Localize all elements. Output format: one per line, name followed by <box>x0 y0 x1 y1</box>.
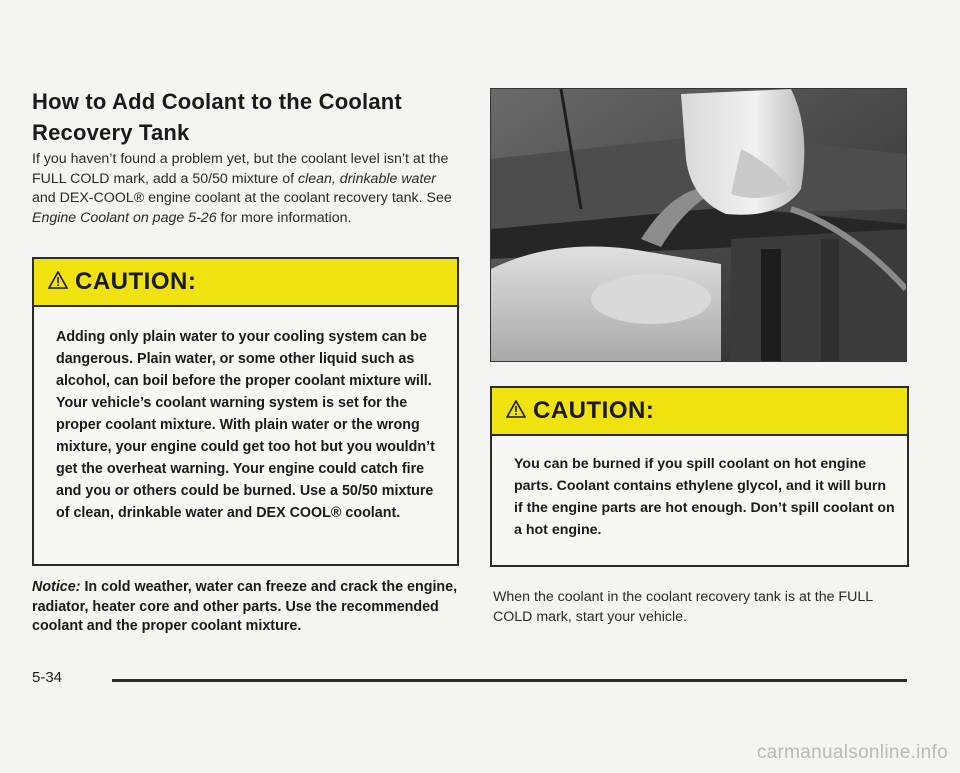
caution-label: CAUTION: <box>533 397 655 424</box>
caution-text: Adding only plain water to your cooling system can be dangerous. Plain water, or some other liquid such as alcohol, can boil before the proper coolant mixture will. Your vehicle’s coolant warning system is set for the proper coolant mixture. With plain water or the wrong mixture, your engine could get too hot but you wouldn’t get the overheat warning. Your engine could catch fire and you or others could be burned. Use a 50/50 mixture of clean, drinkable water and DEX COOL® coolant. <box>56 329 435 521</box>
warning-triangle-icon <box>506 400 526 423</box>
caution-header <box>492 388 907 436</box>
intro-emphasis-water: clean, drinkable water <box>298 170 437 187</box>
footer-rule <box>112 679 907 682</box>
watermark: carmanualsonline.info <box>756 742 948 763</box>
warning-triangle-icon <box>48 271 68 294</box>
notice-label: Notice: <box>32 579 81 595</box>
intro-text-2: and DEX-COOL® engine coolant at the coolant recovery tank. See <box>32 190 452 206</box>
after-paragraph: When the coolant in the coolant recovery tank is at the FULL COLD mark, start your vehicle. <box>493 589 873 625</box>
caution-header <box>34 259 457 307</box>
caution-label: CAUTION: <box>75 268 197 295</box>
notice-text: In cold weather, water can freeze and crack the engine, radiator, heater core and other parts. Use the recommended coolant and the proper coolant mixture. <box>32 579 458 634</box>
caution-box-plain-water <box>32 257 459 566</box>
page-number: 5-34 <box>32 669 63 686</box>
intro-text-1: If you haven’t found a problem yet, but the coolant level isn’t at the FULL COLD mark, add a 50/50 mixture of <box>32 151 449 187</box>
section-title: How to Add Coolant to the Coolant Recovery Tank <box>32 89 402 145</box>
coolant-pouring-photo <box>490 88 907 362</box>
intro-link-engine-coolant: Engine Coolant on page 5-26 <box>32 209 217 226</box>
caution-box-hot-engine <box>490 386 909 567</box>
notice-paragraph <box>32 578 472 637</box>
intro-text-3: for more information. <box>216 209 352 226</box>
caution-text: You can be burned if you spill coolant on hot engine parts. Coolant contains ethylene glycol, and it will burn if the engine parts are hot enough. Don’t spill coolant on a hot engine. <box>514 456 895 538</box>
intro-paragraph <box>32 150 462 228</box>
